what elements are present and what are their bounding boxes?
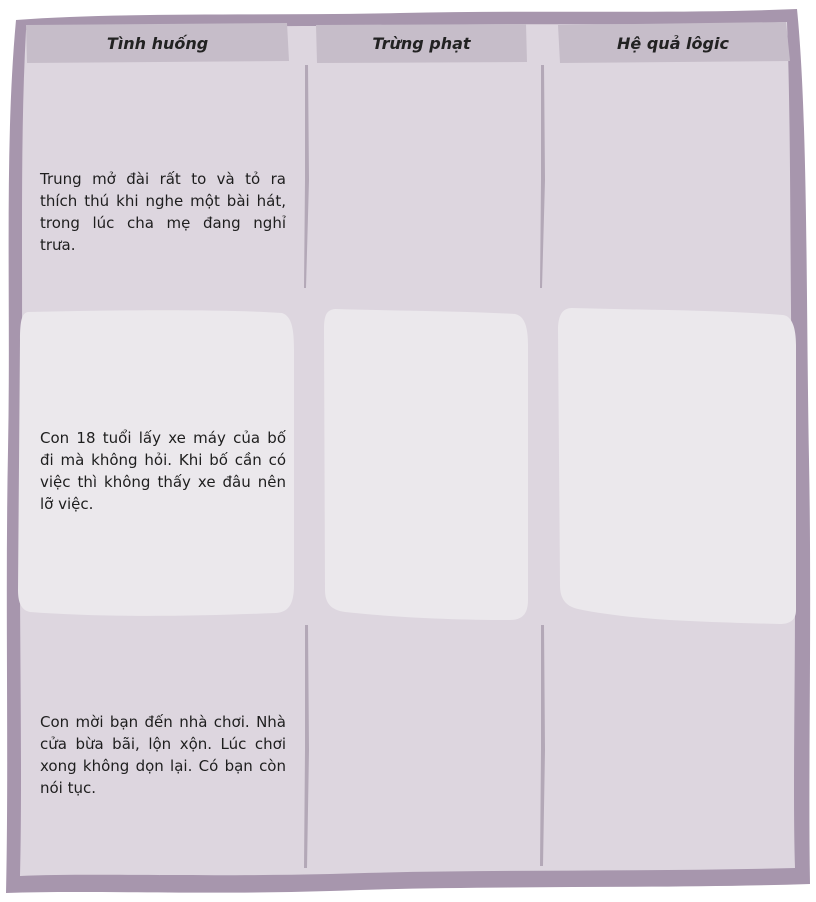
cell-row2-punishment [324,309,528,620]
row2-situation-text: Con 18 tuổi lấy xe máy của bố đi mà không hỏi. Khi bố cần có việc thì không thấy xe đâu nên lỡ việc. [40,429,286,513]
header-punishment: Trừng phạt [372,33,471,53]
row1-situation-text: Trung mở đài rất to và tỏ ra thích thú khi nghe một bài hát, trong lúc cha mẹ đang nghỉ trưa. [40,170,286,254]
row3-situation-text: Con mời bạn đến nhà chơi. Nhà cửa bừa bãi, lộn xộn. Lúc chơi xong không dọn lại. Có bạn còn nói tục. [40,713,286,797]
header-situation: Tình huống [106,33,209,53]
header-logical-consequence: Hệ quả lôgic [617,33,729,53]
cell-row2-consequence [558,308,796,624]
